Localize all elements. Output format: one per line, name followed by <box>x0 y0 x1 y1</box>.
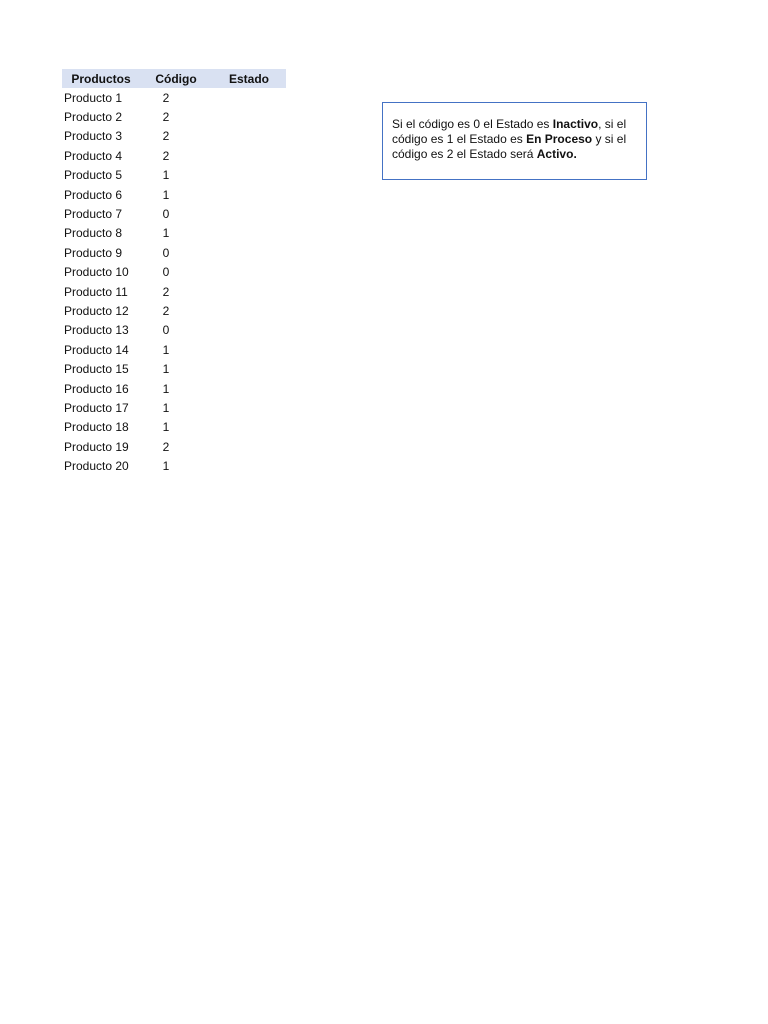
instruction-textbox[interactable] <box>382 102 647 180</box>
cell-producto[interactable]: Producto 13 <box>64 323 129 338</box>
cell-codigo[interactable]: 0 <box>162 323 170 338</box>
table-row <box>62 359 286 378</box>
table-row <box>62 282 286 301</box>
cell-codigo[interactable]: 1 <box>162 168 170 183</box>
table-row <box>62 107 286 126</box>
cell-codigo[interactable]: 1 <box>162 459 170 474</box>
cell-codigo[interactable]: 2 <box>162 148 170 163</box>
cell-estado[interactable] <box>212 204 286 223</box>
cell-producto[interactable]: Producto 3 <box>64 129 123 144</box>
table-row <box>62 340 286 359</box>
table-row <box>62 166 286 185</box>
cell-estado[interactable] <box>212 127 286 146</box>
cell-producto[interactable]: Producto 4 <box>64 148 123 163</box>
cell-codigo[interactable]: 2 <box>162 284 170 299</box>
cell-producto[interactable]: Producto 19 <box>64 439 129 454</box>
table-row <box>62 263 286 282</box>
table-row <box>62 379 286 398</box>
table-row <box>62 456 286 475</box>
cell-codigo[interactable]: 2 <box>162 129 170 144</box>
table-row <box>62 437 286 456</box>
cell-estado[interactable] <box>212 263 286 282</box>
table-row <box>62 204 286 223</box>
cell-producto[interactable]: Producto 2 <box>64 110 123 125</box>
cell-estado[interactable] <box>212 379 286 398</box>
table-row <box>62 88 286 107</box>
cell-producto[interactable]: Producto 14 <box>64 342 129 357</box>
cell-estado[interactable] <box>212 340 286 359</box>
cell-codigo[interactable]: 1 <box>162 420 170 435</box>
note-bold-activo: Activo. <box>536 147 577 161</box>
table-row <box>62 146 286 165</box>
table-row <box>62 185 286 204</box>
note-bold-inactivo: Inactivo <box>552 117 599 131</box>
cell-estado[interactable] <box>212 243 286 262</box>
cell-producto[interactable]: Producto 6 <box>64 187 123 202</box>
header-codigo[interactable]: Código <box>140 69 212 88</box>
cell-codigo[interactable]: 1 <box>162 226 170 241</box>
cell-producto[interactable]: Producto 8 <box>64 226 123 241</box>
header-row <box>62 69 286 88</box>
cell-producto[interactable]: Producto 11 <box>64 284 128 299</box>
cell-estado[interactable] <box>212 456 286 475</box>
cell-codigo[interactable]: 1 <box>162 400 170 415</box>
table-row <box>62 127 286 146</box>
cell-estado[interactable] <box>212 107 286 126</box>
products-table <box>62 69 286 476</box>
cell-producto[interactable]: Producto 9 <box>64 245 123 260</box>
cell-codigo[interactable]: 0 <box>162 207 170 222</box>
cell-estado[interactable] <box>212 398 286 417</box>
cell-codigo[interactable]: 0 <box>162 265 170 280</box>
cell-estado[interactable] <box>212 321 286 340</box>
note-bold-en-proceso: En Proceso <box>526 132 593 146</box>
cell-codigo[interactable]: 1 <box>162 342 170 357</box>
cell-producto[interactable]: Producto 18 <box>64 420 129 435</box>
cell-estado[interactable] <box>212 166 286 185</box>
cell-producto[interactable]: Producto 15 <box>64 362 129 377</box>
cell-codigo[interactable]: 2 <box>162 303 170 318</box>
cell-estado[interactable] <box>212 146 286 165</box>
cell-codigo[interactable]: 2 <box>162 110 170 125</box>
cell-estado[interactable] <box>212 88 286 107</box>
cell-estado[interactable] <box>212 359 286 378</box>
cell-estado[interactable] <box>212 301 286 320</box>
note-text-2: , si el código es 1 el Estado es <box>392 117 627 146</box>
cell-producto[interactable]: Producto 5 <box>64 168 123 183</box>
table-row <box>62 398 286 417</box>
table-row <box>62 418 286 437</box>
table-row <box>62 321 286 340</box>
cell-estado[interactable] <box>212 185 286 204</box>
cell-producto[interactable]: Producto 16 <box>64 381 129 396</box>
table-body <box>62 88 286 476</box>
cell-producto[interactable]: Producto 10 <box>64 265 129 280</box>
cell-codigo[interactable]: 1 <box>162 381 170 396</box>
cell-codigo[interactable]: 1 <box>162 362 170 377</box>
cell-producto[interactable]: Producto 17 <box>64 400 129 415</box>
table-row <box>62 243 286 262</box>
cell-producto[interactable]: Producto 20 <box>64 459 129 474</box>
table-row <box>62 224 286 243</box>
cell-estado[interactable] <box>212 418 286 437</box>
cell-estado[interactable] <box>212 224 286 243</box>
cell-producto[interactable]: Producto 1 <box>64 90 123 105</box>
note-text-1: Si el código es 0 el Estado es <box>392 117 553 131</box>
cell-producto[interactable]: Producto 12 <box>64 303 129 318</box>
cell-codigo[interactable]: 2 <box>162 439 170 454</box>
cell-producto[interactable]: Producto 7 <box>64 207 123 222</box>
cell-codigo[interactable]: 1 <box>162 187 170 202</box>
cell-codigo[interactable]: 2 <box>162 90 170 105</box>
cell-estado[interactable] <box>212 282 286 301</box>
table-row <box>62 301 286 320</box>
header-productos[interactable]: Productos <box>62 69 140 88</box>
cell-codigo[interactable]: 0 <box>162 245 170 260</box>
note-text-3: y si el código es 2 el Estado será <box>392 132 627 161</box>
header-estado[interactable]: Estado <box>212 69 286 88</box>
cell-estado[interactable] <box>212 437 286 456</box>
